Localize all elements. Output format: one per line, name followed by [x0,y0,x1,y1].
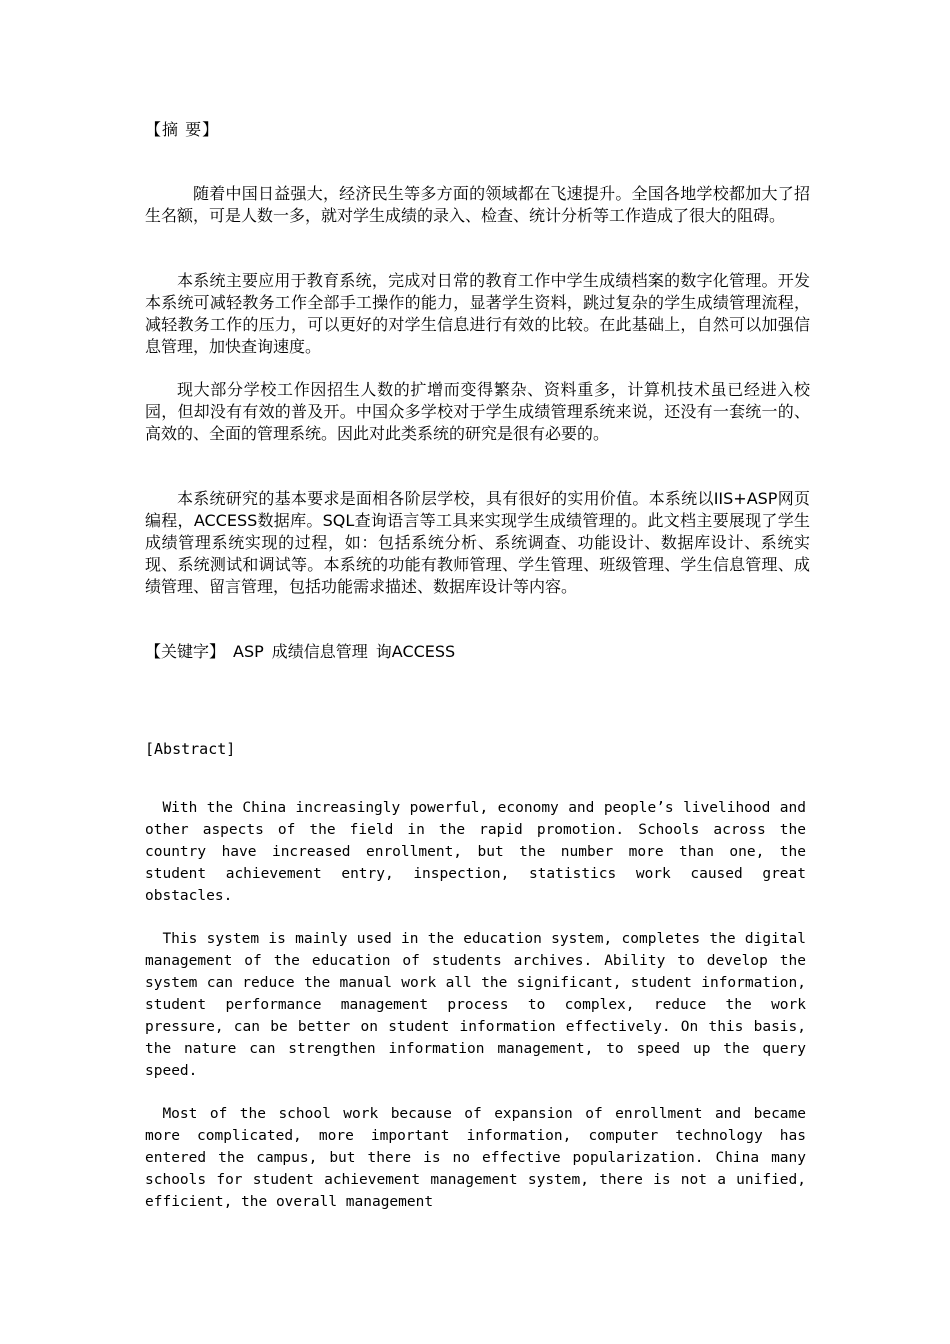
english-abstract-para-1 [145,797,806,907]
chinese-abstract-heading: 【摘 要】 [145,120,220,139]
paragraph-text: This system is mainly used in the education system, completes the digital management of the education of students archives. Ability to develop the system can reduce the manual work all the significant, student information, student performance management process to complex, reduce the work pressure, can be better on student information effectively. On this basis, the nature can strengthen information management, to speed up the query speed. [145,931,806,1079]
chinese-abstract-para-1 [145,183,810,227]
keyword-item: ASP [233,642,264,661]
paragraph-text: 本系统研究的基本要求是面相各阶层学校，具有很好的实用价值。本系统以IIS+ASP网页编程，ACCESS数据库。SQL查询语言等工具来实现学生成绩管理的。此文档主要展现了学生成绩管理系统实现的过程，如：包括系统分析、系统调查、功能设计、数据库设计、系统实现、系统测试和调试等。本系统的功能有教师管理、学生管理、班级管理、学生信息管理、成绩管理、留言管理，包括功能需求描述、数据库设计等内容。 [145,489,810,596]
keyword-item: 成绩信息管理 [271,642,368,661]
chinese-abstract-para-2 [145,270,810,358]
paragraph-text: Most of the school work because of expansion of enrollment and became more complicated, more important information, computer technology has entered the campus, but there is no effective popularization. China many schools for student achievement management system, there is not a unified, efficient, the overall management [145,1106,806,1210]
paragraph-text: 现大部分学校工作因招生人数的扩增而变得繁杂、资料重多，计算机技术虽已经进入校园，但却没有有效的普及开。中国众多学校对于学生成绩管理系统来说，还没有一套统一的、高效的、全面的管理系统。因此对此类系统的研究是很有必要的。 [145,380,810,443]
english-abstract-para-3 [145,1103,806,1213]
paragraph-text: 随着中国日益强大，经济民生等多方面的领域都在飞速提升。全国各地学校都加大了招生名额，可是人数一多，就对学生成绩的录入、检查、统计分析等工作造成了很大的阻碍。 [145,184,810,225]
paragraph-text: With the China increasingly powerful, economy and people’s livelihood and other aspects of the field in the rapid promotion. Schools across the country have increased enrollment, but the number more than one, the student achievement entry, inspection, statistics work caused great obstacles. [145,800,806,904]
keyword-item: 询ACCESS [375,642,456,661]
chinese-abstract-para-3 [145,379,810,445]
paragraph-text: 本系统主要应用于教育系统，完成对日常的教育工作中学生成绩档案的数字化管理。开发本系统可减轻教务工作全部手工操作的能力，显著学生资料，跳过复杂的学生成绩管理流程，减轻教务工作的压力，可以更好的对学生信息进行有效的比较。在此基础上，自然可以加强信息管理，加快查询速度。 [145,271,810,356]
keywords-label: 【关键字】 [145,642,226,661]
keywords-line [145,641,463,663]
chinese-abstract-para-4 [145,488,810,598]
english-abstract-para-2 [145,928,806,1082]
english-abstract-heading: [Abstract] [145,740,236,758]
